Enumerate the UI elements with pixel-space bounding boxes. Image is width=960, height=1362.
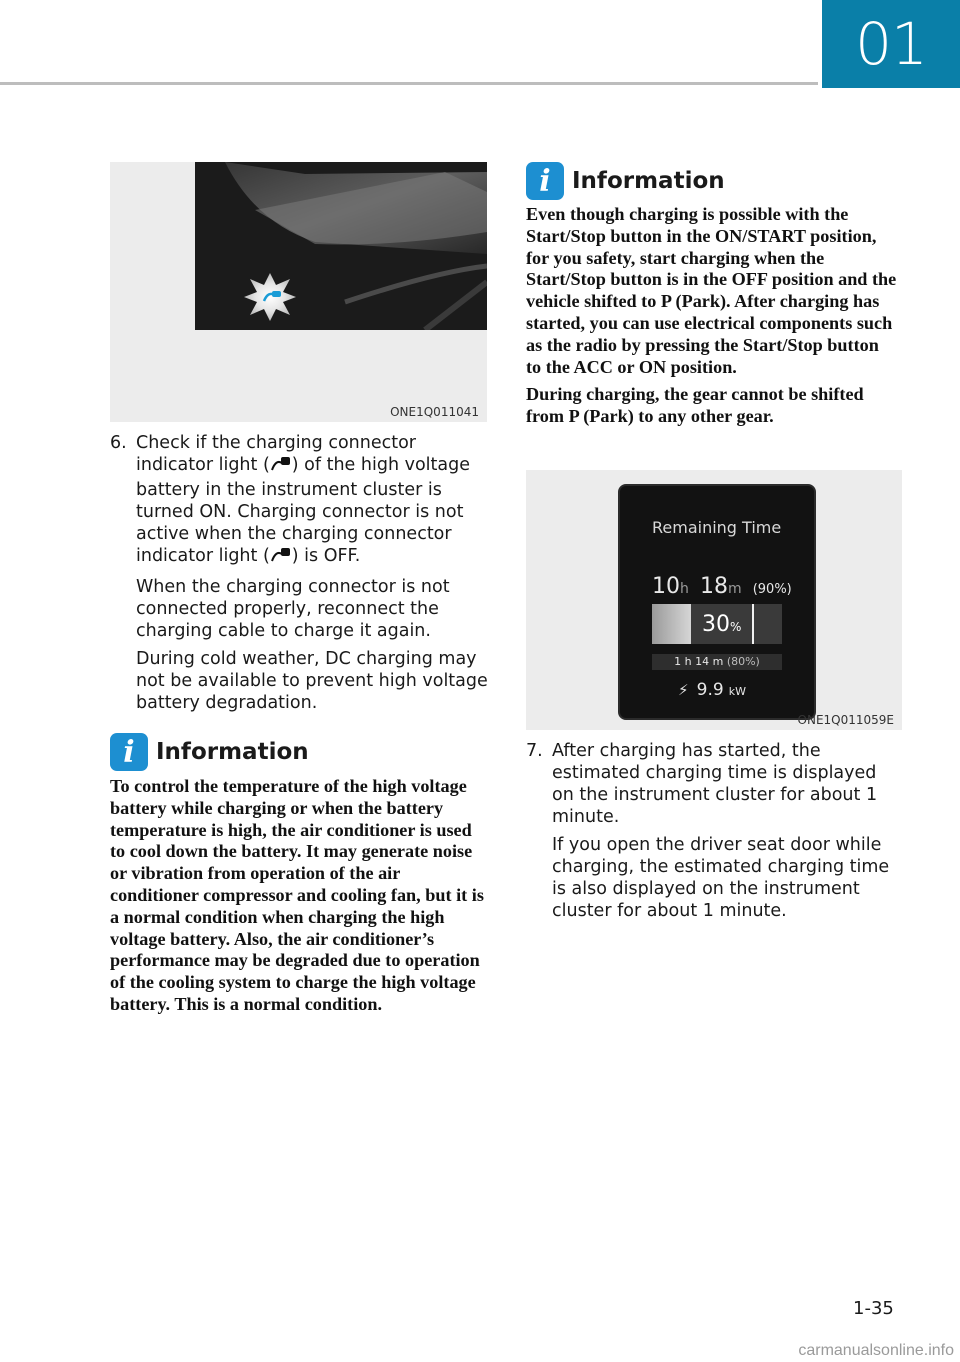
- cluster-screen: [618, 484, 816, 720]
- figure-instrument-cluster: [110, 162, 487, 422]
- soc-bar: [652, 604, 782, 644]
- step-text: ) is OFF.: [291, 546, 361, 566]
- info-text: [110, 776, 488, 1022]
- lightning-icon: ⚡︎: [678, 681, 689, 699]
- info-icon: i: [526, 162, 564, 200]
- step-paragraph: If you open the driver seat door while charging, the estimated charging time is also displayed on the instrument cluster for about 1 minute.: [552, 835, 890, 921]
- watermark: carmanualsonline.info: [798, 1342, 954, 1359]
- step-number: 7.: [526, 741, 543, 761]
- target-percent: (90%): [752, 582, 792, 597]
- hours-value: 10: [652, 574, 680, 599]
- secondary-time: 1 h 14 m: [674, 655, 724, 668]
- soc-readout: [702, 612, 741, 637]
- step-text: Check if the charging connector indicator light (: [136, 433, 416, 475]
- step-paragraph: After charging has started, the estimated charging time is displayed on the instrument cluster for about 1 minute.: [552, 741, 878, 827]
- figure-caption: ONE1Q011059E: [797, 713, 894, 727]
- soc-bar-marker: [752, 604, 754, 644]
- step-text: ) of the high voltage battery in the instrument cluster is turned ON. Charging connector is not active when the charging connector indicator light (: [136, 455, 470, 566]
- info-heading: [110, 733, 309, 771]
- figure-remaining-time: [526, 470, 902, 730]
- minutes-value: 18: [699, 574, 728, 599]
- hours-unit: h: [680, 581, 689, 597]
- info-paragraph: To control the temperature of the high voltage battery while charging or when the battery temperature is high, the air conditioner is used to cool down the battery. It may generate noise or vibration from operation of the air conditioner compressor and cooling fan, but it is a normal condition when charging the high voltage battery. Also, the air conditioner’s performance may be degraded due to operation of the cooling system to charge the high voltage battery. This is a normal condition.: [110, 776, 484, 1014]
- info-paragraph: During charging, the gear cannot be shifted from P (Park) to any other gear.: [526, 384, 864, 427]
- step-7: [526, 740, 902, 928]
- charging-indicator-glow: [244, 273, 296, 321]
- info-heading: [526, 162, 725, 200]
- info-text: [526, 204, 898, 434]
- chapter-tab: 01: [822, 0, 960, 88]
- secondary-time-row: [652, 654, 782, 670]
- soc-value: 30: [702, 612, 730, 637]
- charging-connector-icon: [270, 546, 292, 570]
- figure-caption: ONE1Q011041: [390, 405, 479, 419]
- info-icon: i: [110, 733, 148, 771]
- power-unit: kW: [728, 685, 747, 698]
- screen-title: Remaining Time: [652, 518, 782, 537]
- info-title: Information: [156, 739, 309, 765]
- step-paragraph: When the charging connector is not connected properly, reconnect the charging cable to charge it again.: [136, 577, 450, 641]
- step-6: [110, 432, 488, 720]
- charging-connector-icon: [270, 455, 292, 479]
- charging-power-readout: [678, 680, 746, 700]
- soc-bar-fill: [652, 604, 691, 644]
- power-value: 9.9: [696, 680, 724, 700]
- page-number: 1-35: [853, 1298, 894, 1319]
- header-rule: [0, 82, 818, 85]
- cluster-photo: [195, 162, 487, 330]
- step-paragraph: [136, 432, 488, 570]
- secondary-target: (80%): [726, 655, 760, 668]
- info-title: Information: [572, 168, 725, 194]
- soc-unit: %: [730, 620, 742, 634]
- step-number: 6.: [110, 433, 127, 453]
- info-paragraph: Even though charging is possible with the Start/Stop button in the ON/START position, for you safety, start charging when the Start/Stop button is in the OFF position and the vehicle shifted to P (Park). After charging has started, you can use electrical components such as the radio by pressing the Start/Stop button to the ACC or ON position.: [526, 204, 897, 377]
- remaining-time-readout: [652, 574, 792, 599]
- minutes-unit: m: [727, 581, 742, 597]
- step-paragraph: During cold weather, DC charging may not be available to prevent high voltage battery degradation.: [136, 649, 488, 713]
